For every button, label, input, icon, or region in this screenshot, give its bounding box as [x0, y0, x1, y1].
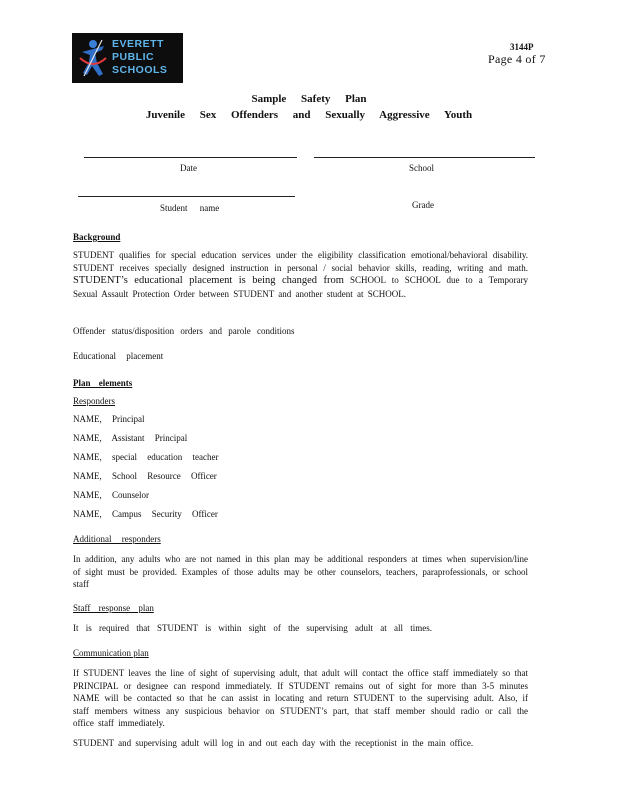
plan-elements-heading: Plan elements	[73, 378, 133, 388]
district-logo	[72, 33, 183, 83]
student-name-label: Student name	[160, 203, 220, 213]
responders-heading: Responders	[73, 396, 115, 406]
document-number: 3144P	[510, 42, 534, 52]
document-subtitle: Juvenile Sex Offenders and Sexually Aggressive Youth	[145, 109, 473, 121]
communication-plan-text-2: STUDENT and supervising adult will log in and out each day with the receptionist in the main office.	[73, 738, 474, 748]
responder-item: NAME, Counselor	[73, 490, 149, 500]
additional-responders-heading: Additional responders	[73, 534, 161, 544]
date-label: Date	[180, 163, 197, 173]
logo-line-2: PUBLIC	[112, 51, 155, 63]
background-text-a: STUDENT qualifies for special education services under the eligibility classification emotional/behavioral disability. STUDENT receives specially designed instruction in personal / social behavior skills, reading, writing and math.	[73, 250, 528, 273]
responder-item: NAME, special education teacher	[73, 452, 219, 462]
student-figure-icon	[76, 36, 110, 80]
date-field-line[interactable]	[84, 157, 297, 158]
responder-item: NAME, Campus Security Officer	[73, 509, 218, 519]
grade-label: Grade	[412, 200, 434, 210]
school-field-line[interactable]	[314, 157, 535, 158]
logo-line-3: SCHOOLS	[112, 64, 168, 76]
responder-item: NAME, Assistant Principal	[73, 433, 188, 443]
communication-plan-heading: Communication plan	[73, 648, 149, 658]
additional-responders-text: In addition, any adults who are not named in this plan may be additional responders at times when supervision/line of sight must be provided. Examples of those adults may be other counselors, teachers, paraprofessionals, or school staff	[73, 554, 528, 589]
school-label: School	[409, 163, 435, 173]
logo-line-1: EVERETT	[112, 38, 164, 50]
student-name-field-line[interactable]	[78, 196, 295, 197]
responder-item: NAME, School Resource Officer	[73, 471, 217, 481]
staff-response-heading: Staff response plan	[73, 603, 154, 613]
background-text-b: STUDENT’s educational placement is being changed from	[73, 275, 344, 286]
communication-plan-text: If STUDENT leaves the line of sight of supervising adult, that adult will contact the office staff immediately so that PRINCIPAL or designee can respond immediately. If STUDENT remains out of sight for more than 3-5 minutes NAME will be contacted so that he can assist in locating and return STUDENT to the supervising adult. Also, if staff members witness any suspicious behavior on STUDENT’s part, that staff member should radio or call the office staff immediately.	[73, 668, 528, 728]
responder-item: NAME, Principal	[73, 414, 145, 424]
staff-response-text: It is required that STUDENT is within sight of the supervising adult at all times.	[73, 623, 433, 633]
educational-placement-line: Educational placement	[73, 351, 164, 361]
page-indicator: Page 4 of 7	[488, 52, 546, 66]
background-heading: Background	[73, 232, 121, 242]
offender-status-line: Offender status/disposition orders and parole conditions	[73, 326, 295, 336]
document-title: Sample Safety Plan	[251, 93, 367, 105]
background-paragraph	[73, 249, 528, 300]
background-text-c: SCHOOL to SCHOOL due to a Temporary Sexual Assault Protection Order between STUDENT and another student at SCHOOL.	[73, 275, 529, 299]
